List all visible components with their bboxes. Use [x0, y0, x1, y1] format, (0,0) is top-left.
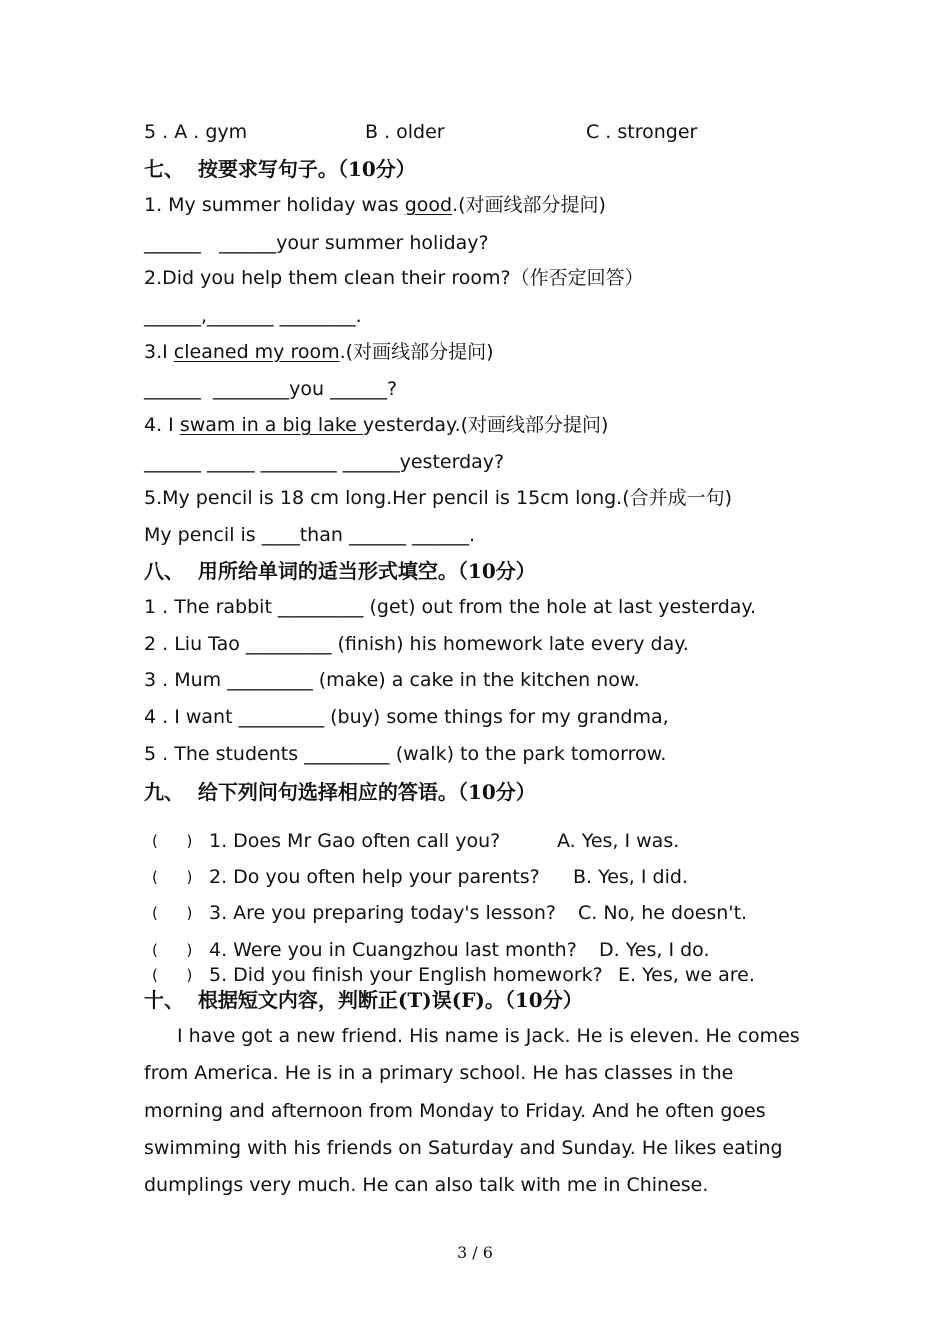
s7-item-3: 3.I cleaned my room.(对画线部分提问): [144, 341, 494, 363]
s9-question-5: 5. Did you finish your English homework?: [209, 964, 603, 986]
s9-answer-5: E. Yes, we are.: [618, 964, 755, 986]
s9-question-3: 3. Are you preparing today's lesson?: [209, 902, 557, 924]
s7-answer-5: My pencil is ____than ______ ______.: [144, 524, 476, 546]
section7-heading: 七、 按要求写句子。（10分）: [144, 157, 416, 181]
s7-answer-4: ______ _____ ________ ______yesterday?: [144, 451, 505, 473]
s9-question-2: 2. Do you often help your parents?: [209, 866, 540, 888]
s9-paren-3: ( ): [152, 904, 193, 922]
q5-option-b: B . older: [365, 121, 445, 143]
s7-answer-1: ______ ______your summer holiday?: [144, 232, 489, 254]
s8-item-3: 3 . Mum _________ (make) a cake in the kitchen now.: [144, 669, 640, 691]
s7-item-1: 1. My summer holiday was good.(对画线部分提问): [144, 194, 606, 216]
s8-item-2: 2 . Liu Tao _________ (finish) his homework late every day.: [144, 633, 689, 655]
s9-answer-1: A. Yes, I was.: [557, 830, 680, 852]
q5-option-a: 5 . A . gym: [144, 121, 248, 143]
passage-line-1: I have got a new friend. His name is Jack. He is eleven. He comes: [177, 1025, 800, 1047]
s9-answer-3: C. No, he doesn't.: [578, 902, 748, 924]
s9-paren-4: ( ): [152, 941, 193, 959]
s8-item-5: 5 . The students _________ (walk) to the park tomorrow.: [144, 743, 667, 765]
q5-option-c: C . stronger: [586, 121, 698, 143]
passage-line-2: from America. He is in a primary school. He has classes in the: [144, 1062, 734, 1084]
s8-item-4: 4 . I want _________ (buy) some things for my grandma,: [144, 706, 669, 728]
s8-item-1: 1 . The rabbit _________ (get) out from the hole at last yesterday.: [144, 596, 757, 618]
section9-heading: 九、 给下列问句选择相应的答语。（10分）: [144, 780, 536, 804]
section8-heading: 八、 用所给单词的适当形式填空。（10分）: [144, 559, 536, 583]
s7-answer-2: ______,_______ ________.: [144, 305, 362, 327]
page-number: 3 / 6: [457, 1243, 493, 1262]
s9-paren-1: ( ): [152, 832, 193, 850]
s9-question-4: 4. Were you in Cuangzhou last month?: [209, 939, 577, 961]
s7-item-4: 4. I swam in a big lake yesterday.(对画线部分提问): [144, 414, 609, 436]
s7-answer-3: ______ ________you ______?: [144, 378, 398, 400]
s7-item-2: 2.Did you help them clean their room?（作否定回答）: [144, 267, 644, 289]
s9-question-1: 1. Does Mr Gao often call you?: [209, 830, 501, 852]
s7-item-5: 5.My pencil is 18 cm long.Her pencil is 15cm long.(合并成一句): [144, 487, 733, 509]
passage-line-3: morning and afternoon from Monday to Friday. And he often goes: [144, 1100, 766, 1122]
s9-paren-2: ( ): [152, 868, 193, 886]
passage-line-5: dumplings very much. He can also talk with me in Chinese.: [144, 1174, 709, 1196]
s9-answer-2: B. Yes, I did.: [573, 866, 688, 888]
s9-paren-5: ( ): [152, 966, 193, 984]
passage-line-4: swimming with his friends on Saturday and Sunday. He likes eating: [144, 1137, 783, 1159]
section10-heading: 十、 根据短文内容，判断正(T)误(F)。（10分）: [144, 988, 583, 1012]
s9-answer-4: D. Yes, I do.: [599, 939, 710, 961]
